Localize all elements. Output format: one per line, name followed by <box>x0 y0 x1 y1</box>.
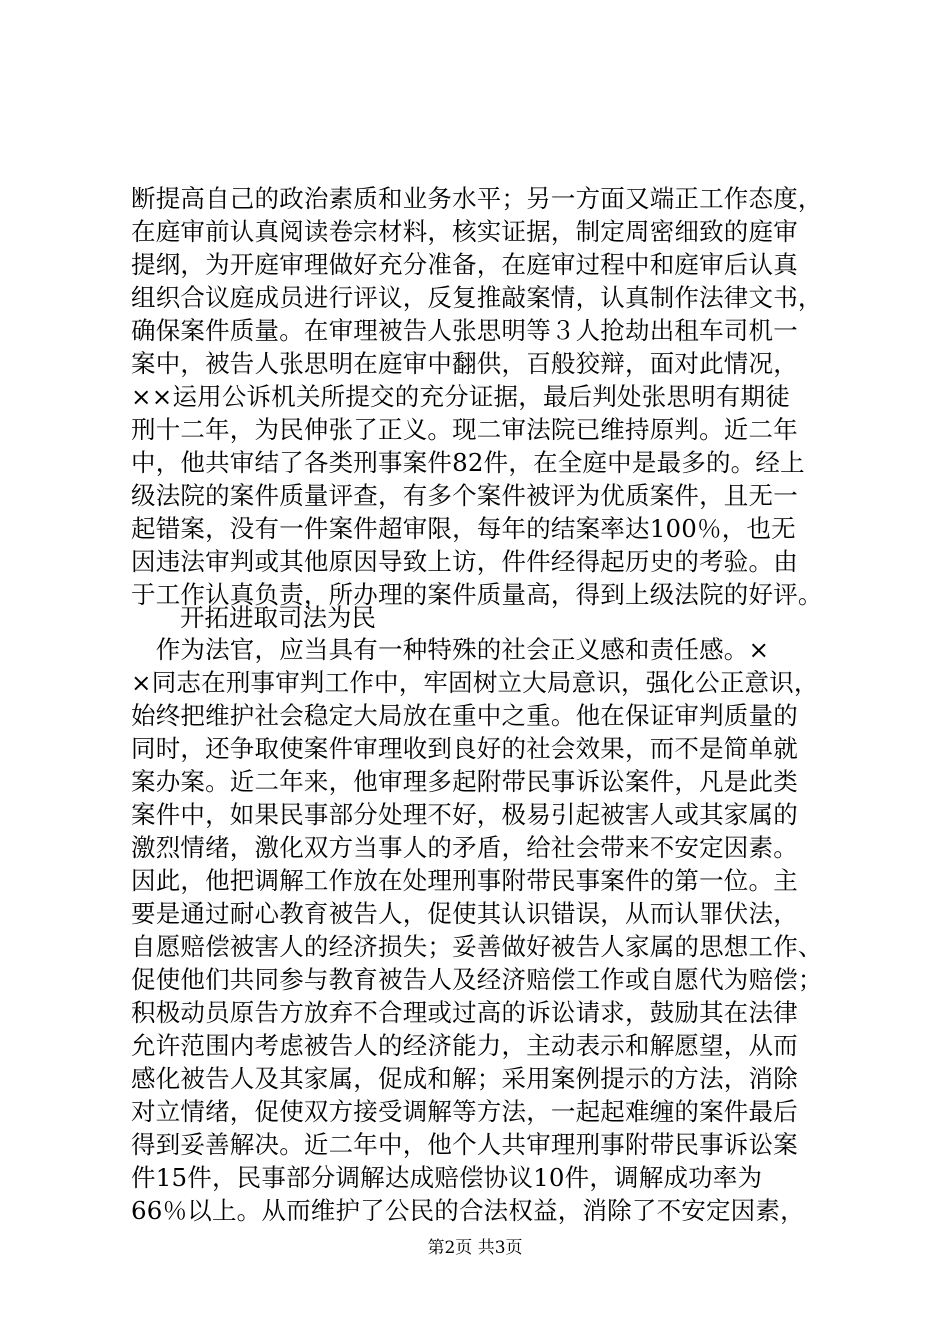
text-line: ×同志在刑事审判工作中，牢固树立大局意识，强化公正意识， <box>131 668 819 697</box>
text-line: 确保案件质量。在审理被告人张思明等３人抢劫出租车司机一 <box>131 316 798 345</box>
text-line: 激烈情绪，激化双方当事人的矛盾，给社会带来不安定因素。 <box>131 833 798 862</box>
text-line: 同时，还争取使案件审理收到良好的社会效果，而不是简单就 <box>131 734 798 763</box>
text-line: 件15件，民事部分调解达成赔偿协议10件，调解成功率为 <box>131 1163 763 1192</box>
section-heading: 开拓进取司法为民 <box>180 603 376 632</box>
text-line: ××运用公诉机关所提交的充分证据，最后判处张思明有期徒 <box>131 382 790 411</box>
text-line: 断提高自己的政治素质和业务水平；另一方面又端正工作态度， <box>131 184 823 213</box>
text-line: 要是通过耐心教育被告人，促使其认识错误，从而认罪伏法， <box>131 899 798 928</box>
paragraph-1 <box>131 182 831 611</box>
text-line: 案件中，如果民事部分处理不好，极易引起被害人或其家属的 <box>131 800 798 829</box>
text-line: 刑十二年，为民伸张了正义。现二审法院已维持原判。近二年 <box>131 415 798 444</box>
text-line: 组织合议庭成员进行评议，反复推敲案情，认真制作法律文书， <box>131 283 823 312</box>
text-line: 因此，他把调解工作放在处理刑事附带民事案件的第一位。主 <box>131 866 798 895</box>
text-line: 级法院的案件质量评查，有多个案件被评为优质案件，且无一 <box>131 481 798 510</box>
text-line: 提纲，为开庭审理做好充分准备，在庭审过程中和庭审后认真 <box>131 250 798 279</box>
page-indicator: 第2页 共3页 <box>427 1238 523 1258</box>
text-line: 66％以上。从而维护了公民的合法权益，消除了不安定因素， <box>131 1196 805 1225</box>
text-line: 得到妥善解决。近二年中，他个人共审理刑事附带民事诉讼案 <box>131 1130 798 1159</box>
text-line: 中，他共审结了各类刑事案件82件，在全庭中是最多的。经上 <box>131 448 805 477</box>
text-line: 对立情绪，促使双方接受调解等方法，一起起难缠的案件最后 <box>131 1097 798 1126</box>
text-line: 因违法审判或其他原因导致上访，件件经得起历史的考验。由 <box>131 547 798 576</box>
text-line: 积极动员原告方放弃不合理或过高的诉讼请求，鼓励其在法律 <box>131 998 798 1027</box>
text-line: 起错案，没有一件案件超审限，每年的结案率达100％，也无 <box>131 514 796 543</box>
text-line: 作为法官，应当具有一种特殊的社会正义感和责任感。× <box>131 635 770 664</box>
text-line: 感化被告人及其家属，促成和解；采用案例提示的方法，消除 <box>131 1064 798 1093</box>
text-line: 允许范围内考虑被告人的经济能力，主动表示和解愿望，从而 <box>131 1031 798 1060</box>
text-line: 始终把维护社会稳定大局放在重中之重。他在保证审判质量的 <box>131 701 798 730</box>
text-line: 在庭审前认真阅读卷宗材料，核实证据，制定周密细致的庭审 <box>131 217 798 246</box>
text-line: 案办案。近二年来，他审理多起附带民事诉讼案件，凡是此类 <box>131 767 798 796</box>
text-line: 自愿赔偿被害人的经济损失；妥善做好被告人家属的思想工作、 <box>131 932 823 961</box>
text-line: 案中，被告人张思明在庭审中翻供，百般狡辩，面对此情况， <box>131 349 798 378</box>
text-line: 于工作认真负责，所办理的案件质量高，得到上级法院的好评。 <box>131 580 823 609</box>
text-line: 促使他们共同参与教育被告人及经济赔偿工作或自愿代为赔偿； <box>131 965 823 994</box>
page-footer <box>0 1237 950 1259</box>
paragraph-2 <box>131 633 831 1227</box>
